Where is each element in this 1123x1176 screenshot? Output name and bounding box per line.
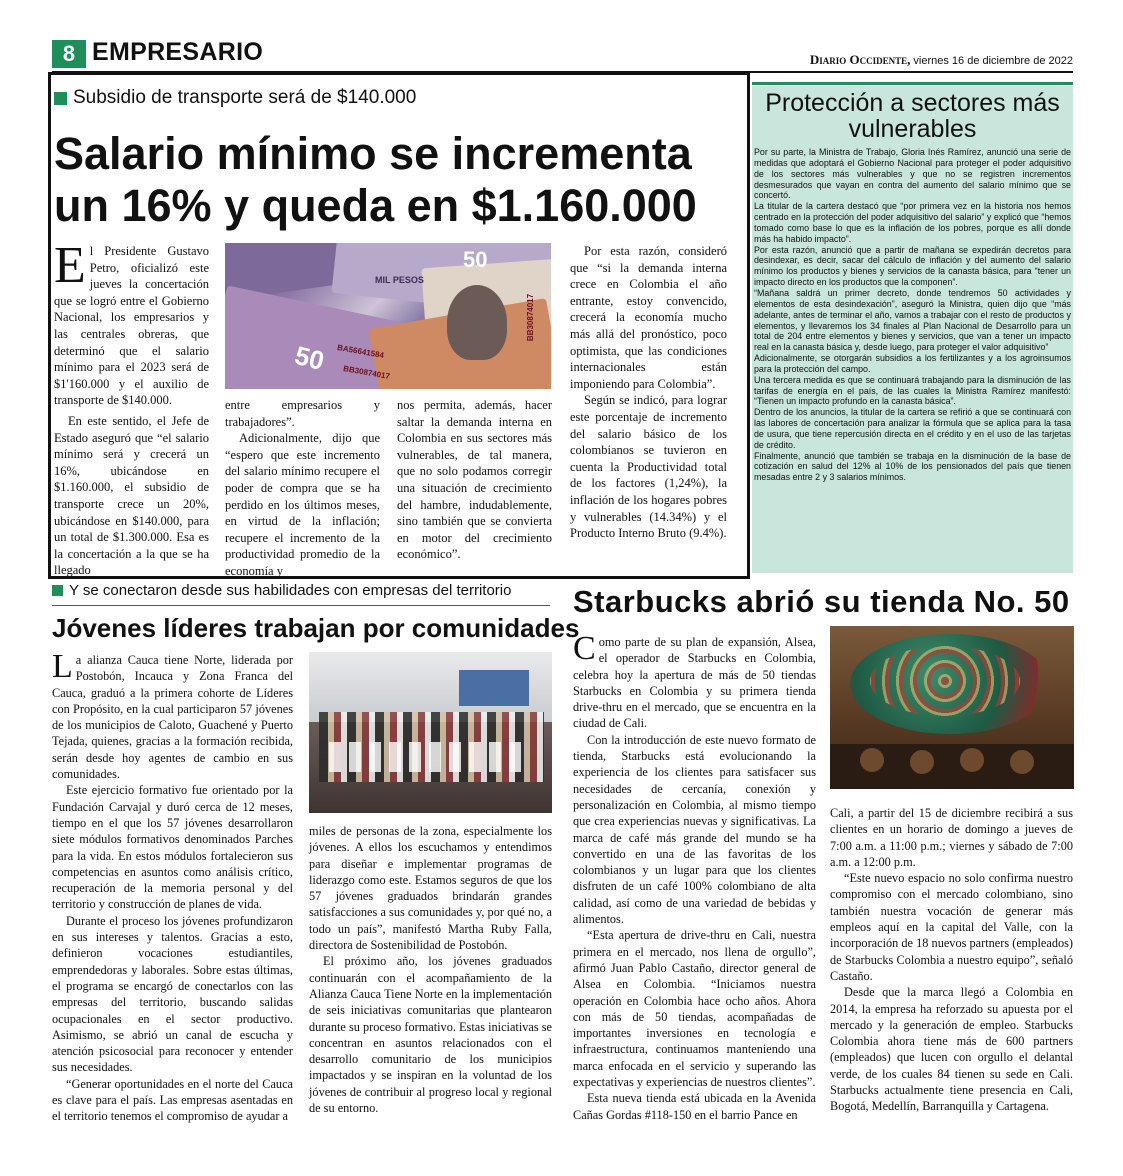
main-col-3 (397, 397, 552, 563)
article-paragraph: Durante el proceso los jóvenes profundizaron en sus intereses y talentos. Gracias a esto, definieron vocaciones estudiantiles, emprendedoras y laborales. Sobre estas últimas, el programa se encargó de conectarlos con las empresas del territorio, buscando salidas ocupacionales en el sector productivo. Asimismo, se abrió un canal de escucha y atención psicosocial para reconocer y entender sus necesidades. (52, 913, 293, 1075)
sidebar-paragraph: La titular de la cartera destacó que “por primera vez en la historia nos hemos centrado en la protección del poder adquisitivo del salario” y explicó que “hemos tomado como base lo que es la inflación de los pobres, porque es allí donde más ha habido impacto”. (754, 201, 1071, 244)
article-paragraph: “Generar oportunidades en el norte del Cauca es clave para el país. Las empresas asentadas en el territorio tenemos el compromiso de ayudar a (52, 1076, 293, 1124)
sidebar-paragraph: Dentro de los anuncios, la titular de la cartera se refirió a que se continuará con las labores de concertación para analizar la fórmula que se aplica para la tasa de usura, que tiene repercusión directa en el crédito y en el uso de las tarjetas de crédito. (754, 407, 1071, 450)
masthead (810, 52, 1073, 68)
article-paragraph: Como parte de su plan de expansión, Alsea, el operador de Starbucks en Colombia, celebra hoy la apertura de más de 50 tiendas Starbucks en Colombia y su primera tienda drive-thru en el mercado, que se encuentra en la ciudad de Cali. (573, 630, 816, 731)
youth-rule (52, 605, 550, 606)
starbucks-store-photo (830, 626, 1074, 789)
main-headline: Salario mínimo se incrementa un 16% y queda en $1.160.000 (54, 128, 697, 231)
drop-cap: L (52, 648, 73, 685)
sidebar-paragraph: Adicionalmente, se otorgarán subsidios a los fertilizantes y a los agroinsumos para la protección del campo. (754, 353, 1071, 374)
main-col-2 (225, 397, 380, 580)
sidebar-text (754, 147, 1071, 483)
paper-name: Diario Occidente, (809, 52, 911, 67)
main-col-4 (570, 243, 727, 542)
youth-headline: Jóvenes líderes trabajan por comunidades (52, 613, 580, 643)
section-title: EMPRESARIO (92, 38, 264, 66)
article-paragraph: “Este nuevo espacio no solo confirma nuestro compromiso con el mercado colombiano, sino también nuestra vocación de generar más empleos aquí en la capital del Valle, con la incorporación de 18 nuevos partners (empleados) de Starbucks Colombia a nuestro equipo”, señaló Castaño. (830, 871, 1073, 983)
page-number: 8 (52, 40, 86, 68)
article-paragraph: miles de personas de la zona, especialmente los jóvenes. A ellos los escuchamos y entendimos para diseñar e implementar programas de liderazgo como este. Estamos seguros de que los 57 jóvenes graduados brindarán grandes satisfacciones a sus comunidades y, por qué no, a todo un país”, manifestó Martha Ruby Falla, directora de Sostenibilidad de Postobón. (309, 824, 552, 953)
article-paragraph: Adicionalmente, dijo que “espero que este incremento del salario mínimo recupere el poder de compra que se ha perdido en los últimos meses, en virtud de la inflación; recupere el incremento de la productividad promedio de la economía y (225, 431, 380, 578)
article-paragraph: Esta nueva tienda está ubicada en la Avenida Cañas Gordas #118-150 en el barrio Pance en (573, 1091, 816, 1122)
sidebar-paragraph: Una tercera medida es que se continuará trabajando para la disminución de las tarifas de energía en el país, de las cuales la Ministra Ramírez manifestó: “Tienen un impacto profundo en la canasta básica”. (754, 374, 1071, 407)
article-paragraph: Desde que la marca llegó a Colombia en 2014, la empresa ha reforzado su apuesta por el mercado y la generación de empleo. Starbucks Colombia ahora tiene más de 600 partners (empleados) que lucen con orgullo el delantal verde, de los cuales 84 tienen su sede en Cali. Starbucks actualmente tiene presencia en Cali, Bogotá, Medellín, Barranquilla y Cartagena. (830, 985, 1073, 1114)
main-col-1 (54, 237, 209, 579)
banknote-denomination: 50 (291, 339, 328, 377)
banknote-serial: BB30874017 (526, 293, 536, 342)
article-paragraph: El próximo año, los jóvenes graduados continuarán con el acompañamiento de la Alianza Cauca Tiene Norte en la implementación de seis iniciativas comunitarias que plantearon durante su proceso formativo. Estas iniciativas se concentran en asuntos relacionados con el desarrollo comunitario de los municipios impactados y se inspiran en la voluntad de los jóvenes de contribuir al progreso local y regional de su entorno. (309, 954, 552, 1116)
starbucks-col-2 (830, 805, 1073, 1115)
main-kicker-text: Subsidio de transporte será de $140.000 (73, 87, 417, 108)
youth-kicker-text: Y se conectaron desde sus habilidades con empresas del territorio (69, 582, 512, 599)
issue-date: viernes 16 de diciembre de 2022 (913, 55, 1073, 67)
starbucks-col-1 (573, 630, 816, 1123)
graduates-photo (309, 652, 552, 813)
article-paragraph: Con la introducción de este nuevo formato de tienda, Starbucks está evolucionando la experiencia de los clientes para satisfacer sus necesidades de cercanía, conexión y personalización en Colombia, al mismo tiempo que crea experiencias nuevas y significativas. La marca de café más grande del mundo se ha convertido en una de las favoritas de los colombianos y un lugar para que los clientes disfruten de un café 100% colombiano de alta calidad, así como de una variedad de bebidas y alimentos. (573, 732, 816, 927)
sidebar-title: Protección a sectores más vulnerables (765, 89, 1060, 143)
banknote-serial: BB30874017 (342, 363, 391, 382)
banknote-serial: BA56641584 (336, 342, 385, 361)
kicker-square-icon (52, 585, 63, 596)
article-paragraph: Por esta razón, consideró que “si la demanda interna crece en Colombia el año entrante, estoy convencido, crecerá la economía mucho más allá del pronóstico, poco optimista, que las condiciones internacionales están imponiendo para Colombia”. (570, 244, 727, 391)
youth-col-2 (309, 823, 552, 1116)
sidebar-paragraph: “Mañana saldrá un primer decreto, donde tendremos 50 actividades y elementos de esta desindexación”, aseguró la Ministra, quien dijo que “más adelante, antes de terminar el año, vamos a trabajar con el resto de productos y elementos, y llevaremos los 34 finales al Plan Nacional de Desarrollo para un total de 204 entre elementos y bienes y servicios, que van a tener un impacto real en la canasta básica y, desde luego, para proteger el valor adquisitivo” (754, 287, 1071, 353)
drop-cap: C (573, 630, 596, 667)
sidebar-paragraph: Por esta razón, anunció que a partir de mañana se expedirán decretos para desindexar, es decir, sacar del cálculo de inflación y del aumento del salario mínimo los productos y bienes y servicios de la canasta básica, para “tener un impacto directo en los productos que la componen”. (754, 244, 1071, 288)
sidebar-top-rule (752, 82, 1073, 85)
article-paragraph: Este ejercicio formativo fue orientado por la Fundación Carvajal y duró cerca de 12 meses, tiempo en el que los 57 jóvenes desarrollaron siete módulos formativos denominados Parches para la vida. En estos módulos fortalecieron sus competencias en asuntos como análisis crítico, recuperación de la memoria personal y del territorio y construcción de planes de vida. (52, 783, 293, 912)
banknote-denomination: 50 (463, 247, 488, 272)
kicker-square-icon (54, 92, 67, 105)
article-paragraph: Según se indicó, para lograr este porcentaje de incremento del salario básico de los colombianos se tuvieron en cuenta la Productividad total de los factores (1,24%), la inflación de los hogares pobres y vulnerables (14.34%) y el Producto Interno Bruto (9.4%). (570, 393, 727, 541)
article-paragraph: Cali, a partir del 15 de diciembre recibirá a sus clientes en un horario de domingo a jueves de 7:00 a.m. a 11:00 p.m.; viernes y sábado de 7:00 a.m. a 12:00 p.m. (830, 806, 1073, 869)
sidebar-paragraph: Por su parte, la Ministra de Trabajo, Gloria Inés Ramírez, anunció una serie de medidas que adoptará el Gobierno Nacional para proteger el poder adquisitivo de los sectores más vulnerables y que no se registren incrementos desmesurados que vayan en contra del aumento del salario mínimo que se concertó. (754, 147, 1071, 201)
starbucks-headline: Starbucks abrió su tienda No. 50 (573, 584, 1070, 619)
banknote-text: MIL PESOS (375, 275, 424, 285)
article-paragraph: En este sentido, el Jefe de Estado aseguró que “el salario mínimo será y crecerá un 16%, ubicándose en $1.160.000, el subsidio de transporte crece un 20%, ubicándose en $140.000, para un total de $1.300.000. Esa es la concertación a la que se ha llegado (54, 413, 209, 578)
main-kicker (54, 87, 416, 109)
article-paragraph: El Presidente Gustavo Petro, oficializó este jueves la concertación que se logró entre el Gobierno Nacional, los empresarios y las centrales obreras, que determinó que el salario mínimo para el 2023 será de $1'160.000 y el auxilio de transporte de $140.000. (54, 237, 209, 408)
article-paragraph: entre empresarios y trabajadores”. (225, 398, 380, 429)
sidebar-paragraph: Finalmente, anunció que también se trabaja en la disminución de la base de cotización en salud del 12% al 10% de los pensionados del país que tienen mesadas entre 2 y 3 salarios mínimos. (754, 450, 1071, 483)
article-paragraph: La alianza Cauca tiene Norte, liderada por Postobón, Incauca y Zona Franca del Cauca, graduó a la primera cohorte de Líderes con Propósito, en la cual participaron 57 jóvenes de los municipios de Caloto, Guachené y Puerto Tejada, quienes, gracias a la formación recibida, serán desde hoy agentes de cambio en sus comunidades. (52, 648, 293, 782)
youth-kicker (52, 582, 511, 599)
drop-cap: E (54, 237, 86, 294)
banknotes-photo (225, 243, 551, 389)
youth-col-1 (52, 648, 293, 1125)
article-paragraph: “Esta apertura de drive-thru en Cali, nuestra primera en el mercado, nos llena de orgullo”, afirmó Juan Pablo Castaño, director general de Alsea en Colombia. “Iniciamos nuestra operación en Colombia hace ocho años. Ahora con más de 50 tiendas, acompañadas de importantes inversiones en tecnología e infraestructura, continuamos manteniendo una marca enfocada en el servicio y superando las expectativas y experiencias de nuestros clientes”. (573, 928, 816, 1090)
article-paragraph: nos permita, además, hacer saltar la demanda interna en Colombia en sus sectores más vulnerables, de tal manera, que no solo podamos corregir una situación de crecimiento del hambre, indudablemente, sino también que se convierta en motor del crecimiento económico”. (397, 398, 552, 562)
